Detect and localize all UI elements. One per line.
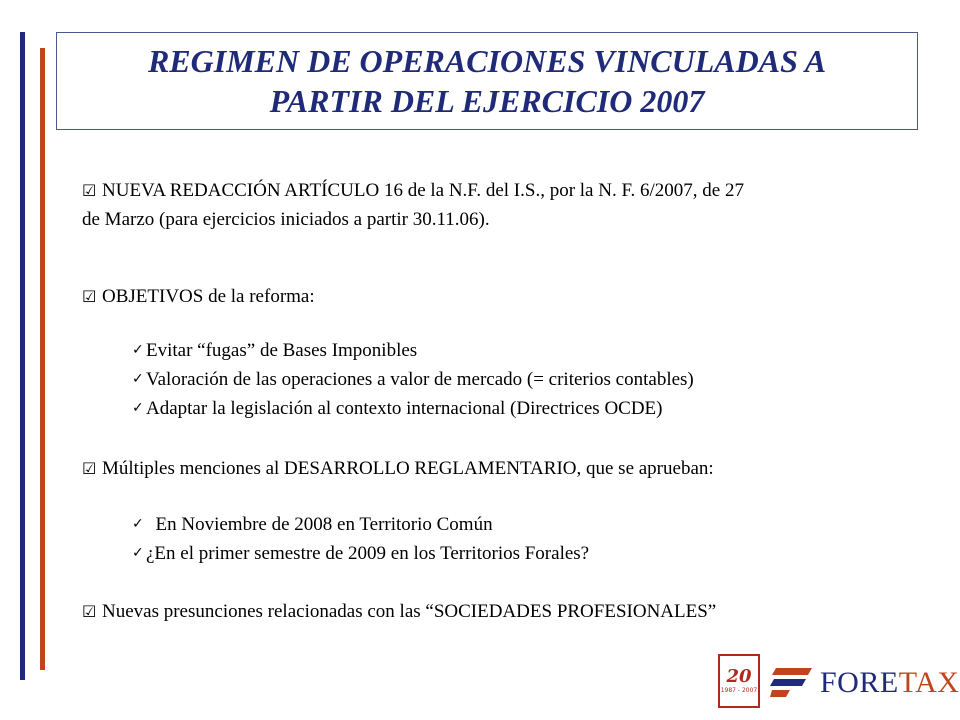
objective-item xyxy=(132,336,417,365)
left-red-bar xyxy=(40,48,45,670)
foretax-mark-icon xyxy=(770,666,814,698)
regulatory-item xyxy=(132,539,589,568)
title-line-2: PARTIR DEL EJERCICIO 2007 xyxy=(269,83,705,119)
bullet-text: Múltiples menciones al DESARROLLO REGLAMENTARIO, que se aprueban: xyxy=(102,458,714,479)
check-icon: ✓ xyxy=(132,516,144,532)
checkbox-icon: ☑ xyxy=(82,459,97,478)
check-icon: ✓ xyxy=(132,545,144,561)
left-blue-bar xyxy=(20,32,25,680)
seal-years: 1987 - 2007 xyxy=(720,687,758,694)
title-line-1: REGIMEN DE OPERACIONES VINCULADAS A xyxy=(147,43,827,79)
regulatory-text: En Noviembre de 2008 en Territorio Común xyxy=(146,514,493,535)
check-icon: ✓ xyxy=(132,400,144,416)
check-icon: ✓ xyxy=(132,371,144,387)
seal-number: 20 xyxy=(726,666,752,687)
objective-text: Evitar “fugas” de Bases Imponibles xyxy=(146,340,418,361)
objective-text: Adaptar la legislación al contexto internacional (Directrices OCDE) xyxy=(146,398,663,419)
objective-item xyxy=(132,365,694,394)
regulatory-item xyxy=(132,510,493,539)
title-box xyxy=(56,32,918,130)
brand-name-part2: TAX xyxy=(898,666,960,699)
company-logo xyxy=(718,654,960,710)
objective-text: Valoración de las operaciones a valor de mercado (= criterios contables) xyxy=(146,369,694,390)
bullet-nueva-redaccion xyxy=(82,176,744,205)
brand-name-part1: FORE xyxy=(820,666,899,699)
bullet-sociedades xyxy=(82,597,716,626)
objective-item xyxy=(132,394,663,423)
brand-name xyxy=(820,666,959,700)
check-icon: ✓ xyxy=(132,342,144,358)
anniversary-seal xyxy=(718,654,760,708)
bullet-text: Nuevas presunciones relacionadas con las “SOCIEDADES PROFESIONALES” xyxy=(102,601,717,622)
bullet-text-continued: de Marzo (para ejercicios iniciados a partir 30.11.06). xyxy=(82,209,490,230)
regulatory-text: ¿En el primer semestre de 2009 en los Territorios Forales? xyxy=(146,543,590,564)
slide-title xyxy=(148,41,826,121)
bullet-text: NUEVA REDACCIÓN ARTÍCULO 16 de la N.F. del I.S., por la N. F. 6/2007, de 27 xyxy=(102,180,744,201)
checkbox-icon: ☑ xyxy=(82,181,97,200)
bullet-desarrollo xyxy=(82,454,714,483)
checkbox-icon: ☑ xyxy=(82,287,97,306)
checkbox-icon: ☑ xyxy=(82,602,97,621)
bullet-text: OBJETIVOS de la reforma: xyxy=(102,286,315,307)
bullet-objetivos xyxy=(82,282,315,311)
